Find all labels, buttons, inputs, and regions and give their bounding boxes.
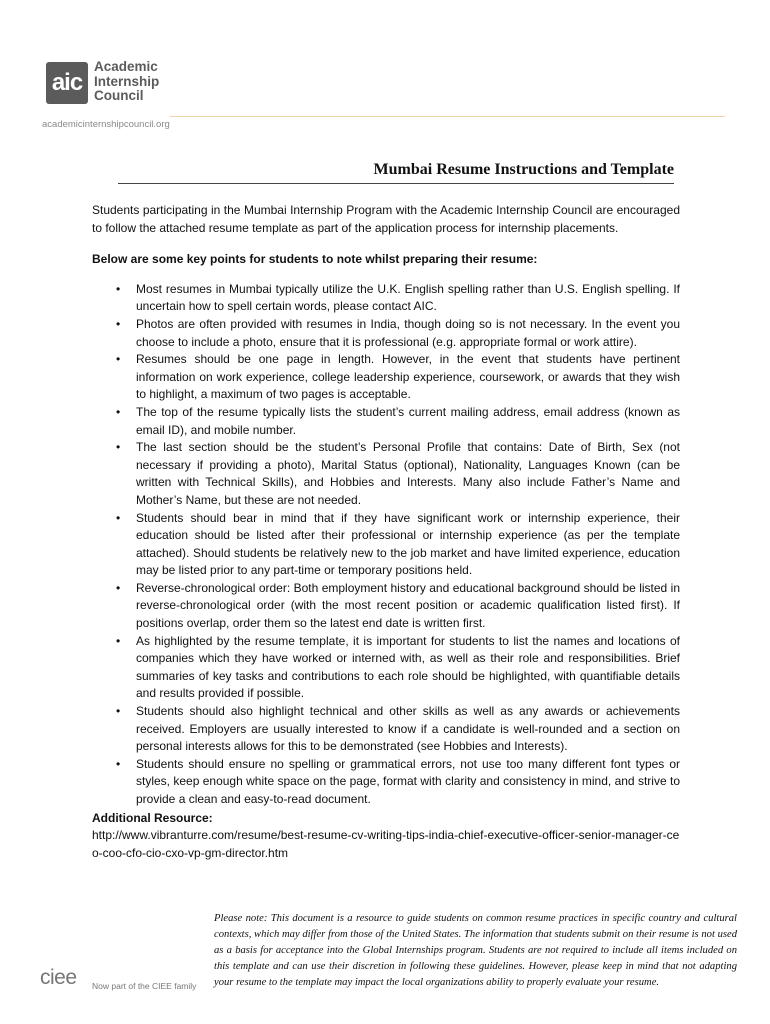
website-url[interactable]: academicinternshipcouncil.org [42,119,170,130]
document-body [92,202,680,862]
list-item: • Reverse-chronological order: Both employment history and educational background should be listed in reverse-chronological order (with the most recent position or academic qualification listed first). If positions overlap, order them so the latest end date is written first. [92,580,680,633]
ciee-logo: ciee [40,966,77,989]
aic-logo-wordmark [94,60,159,104]
list-item: • The last section should be the student’s Personal Profile that contains: Date of Birth, Sex (not necessary if providing a photo), Marital Status (optional), Nationality, Languages Known (can be written with Technical Skills), and Hobbies and Interests. Many also include Father’s Name and Mother’s Name, but these are not needed. [92,439,680,509]
list-item: • Photos are often provided with resumes in India, though doing so is not necessary. In the event you choose to include a photo, ensure that it is professional (e.g. appropriate formal or work attire). [92,316,680,351]
logo-line-2: Internship [94,73,160,89]
aic-logo [46,56,196,116]
key-points-list [92,281,680,809]
list-item: • Most resumes in Mumbai typically utilize the U.K. English spelling rather than U.S. English spelling. If uncertain how to spell certain words, please contact AIC. [92,281,680,316]
list-item: • The top of the resume typically lists the student’s current mailing address, email address (known as email ID), and mobile number. [92,404,680,439]
list-item: • As highlighted by the resume template, it is important for students to list the names and locations of companies which they have worked or interned with, as well as their role and responsibilities. Brief summaries of key tasks and contributions to each role should be highlighted, with quantifiable details and results provided if possible. [92,633,680,703]
additional-resource-heading: Additional Resource: [92,810,213,825]
additional-resource-link[interactable]: http://www.vibranturre.com/resume/best-resume-cv-writing-tips-india-chief-executive-officer-senior-manager-ceo-coo-cfo-cio-cxo-vp-gm-director.htm [92,828,680,860]
disclaimer-note: Please note: This document is a resource to guide students on common resume practices in specific country and cultural contexts, which may differ from those of the United States. The information that students submit on their resume is not used as a basis for acceptance into the Global Internships program. Students are not required to include all items included on this template and can use their discretion in following these guidelines. However, please keep in mind that not adapting your resume to the template may impact the local organizations ability to properly evaluate your resume. [214,913,737,988]
intro-paragraph: Students participating in the Mumbai Internship Program with the Academic Internship Council are encouraged to follow the attached resume template as part of the application process for internship placements. [92,203,680,235]
ciee-tagline: Now part of the CIEE family [92,981,197,991]
logo-line-3: Council [94,88,144,103]
aic-logo-mark: aic [46,62,88,104]
key-points-heading: Below are some key points for students to note whilst preparing their resume: [92,252,538,267]
document-title: Mumbai Resume Instructions and Template [373,161,674,178]
list-item: • Students should ensure no spelling or grammatical errors, not use too many different font types or styles, keep enough white space on the page, format with clarity and consistency in mind, and strive to provide a clean and easy-to-read document. [92,756,680,809]
list-item: • Students should also highlight technical and other skills as well as any awards or achievements received. Employers are usually interested to know if a candidate is well-rounded and a section on personal interests allows for this to be demonstrated (see Hobbies and Interests). [92,703,680,756]
header-divider [170,116,725,117]
title-underline [118,183,674,184]
list-item: • Resumes should be one page in length. However, in the event that students have pertinent information on work experience, college leadership experience, coursework, or awards that they wish to highlight, a maximum of two pages is acceptable. [92,351,680,404]
list-item: • Students should bear in mind that if they have significant work or internship experience, their education should be listed after their professional or internship experience (as per the template attached). Should students be relatively new to the job market and have limited experience, education may be listed prior to any part-time or temporary positions held. [92,510,680,580]
logo-line-1: Academic [94,59,158,74]
